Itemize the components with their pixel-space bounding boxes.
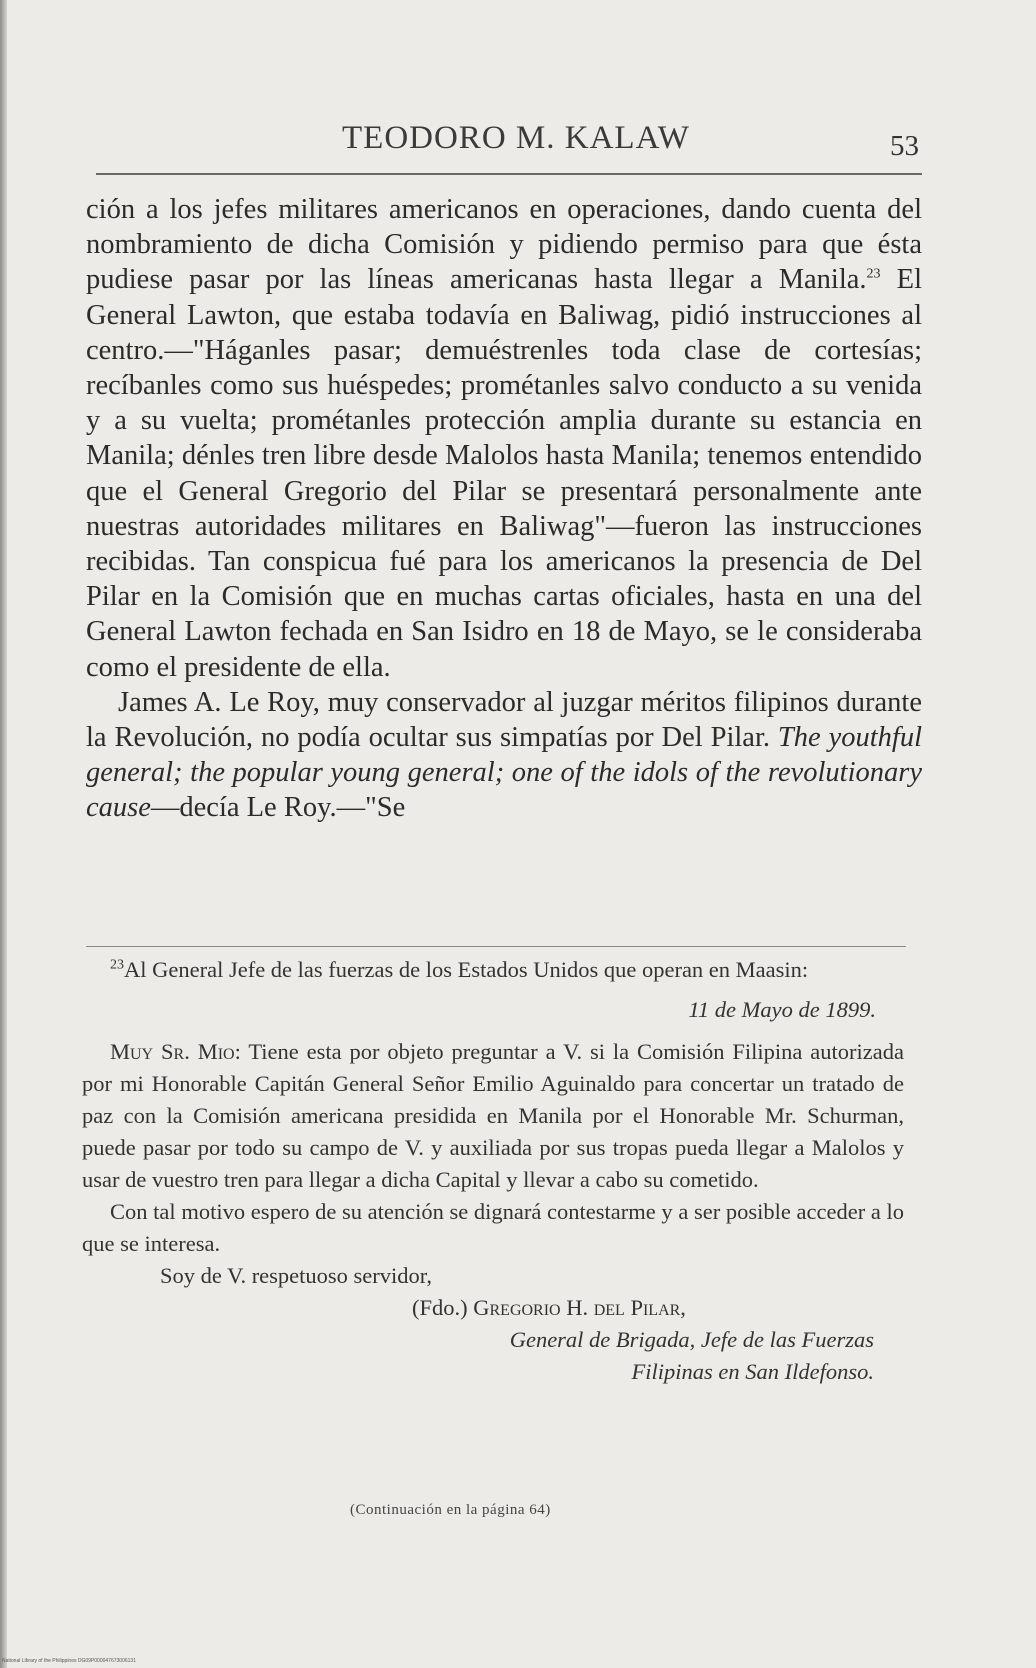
header-rule xyxy=(96,173,922,175)
paragraph-1 xyxy=(86,192,922,685)
signature-prefix: (Fdo.) xyxy=(412,1295,474,1320)
letter-closing: Soy de V. respetuoso servidor, xyxy=(160,1263,432,1288)
footnote-intro xyxy=(82,954,904,986)
continuation-note: (Continuación en la página 64) xyxy=(350,1502,551,1518)
signature-name: Gregorio H. del Pilar, xyxy=(473,1295,686,1320)
paragraph-2-end: —decía Le Roy.—"Se xyxy=(150,792,406,824)
running-head: TEODORO M. KALAW xyxy=(342,120,690,156)
letter-dateline: 11 de Mayo de 1899. xyxy=(688,997,876,1022)
footnote-rule xyxy=(86,946,906,947)
footnote-mark: 23 xyxy=(110,957,124,973)
paragraph-1-continued: El General Lawton, que estaba todavía en Baliwag, pidió instrucciones al centro.—"Háganles pasar; demuéstrenles toda clase de cortesías; recíbanles como sus huéspedes; prométanles salvo conducto a su venida y a su vuelta; prométanles protección amplia durante su estancia en Manila; dénles tren libre desde Malolos hasta Manila; tenemos entendido que el General Gregorio del Pilar se presentará personalmente ante nuestras autoridades militares en Baliwag"—fueron las instrucciones recibidas. Tan conspicua fué para los americanos la presencia de Del Pilar en la Comisión que en muchas cartas oficiales, hasta en una del General Lawton fechada en San Isidro en 18 de Mayo, se le consideraba como el presidente de ella. xyxy=(86,264,922,683)
signature-role-line-1: General de Brigada, Jefe de las Fuerzas xyxy=(509,1327,874,1352)
letter-signature xyxy=(82,1292,904,1324)
letter-salutation: Muy Sr. Mio: xyxy=(110,1039,241,1064)
letter-body-text: Tiene esta por objeto preguntar a V. si la Comisión Filipina autorizada por mi Honorable Capitán General Señor Emilio Aguinaldo para concertar un tratado de paz con la Comisión americana presidida en Manila por el Honorable Mr. Schurman, puede pasar por todo su campo de V. y auxiliada por sus tropas pueda llegar a Malolos y usar de vuestro tren para llegar a dicha Capital y llevar a cabo su cometido. xyxy=(82,1039,904,1192)
scan-edge xyxy=(0,0,7,1668)
signature-role-line-2: Filipinas en San Ildefonso. xyxy=(631,1359,874,1384)
footnote-intro-text: Al General Jefe de las fuerzas de los Estados Unidos que operan en Maasin: xyxy=(124,957,809,982)
letter-paragraph-1 xyxy=(82,1036,904,1196)
paragraph-1-text: ción a los jefes militares americanos en operaciones, dando cuenta del nombramiento de dicha Comisión y pidiendo permiso para que ésta pudiese pasar por las líneas americanas hasta llegar a Manila. xyxy=(86,194,922,296)
paragraph-2 xyxy=(86,685,922,826)
main-text xyxy=(86,192,922,826)
page-header xyxy=(0,116,1036,166)
footnote-block xyxy=(82,954,904,1388)
page-number: 53 xyxy=(890,130,919,162)
paragraph-2-text: James A. Le Roy, muy conservador al juzgar méritos filipinos durante la Revolución, no podía ocultar sus simpatías por Del Pilar. xyxy=(86,686,922,754)
footnote-reference: 23 xyxy=(866,266,881,282)
scan-credit: National Library of the Philippines DG09P000047673006131 xyxy=(2,1658,136,1664)
paragraph-2-quote: The youthful general; the popular young general; one of the idols of the revolutionary cause xyxy=(86,722,923,824)
letter-paragraph-2: Con tal motivo espero de su atención se dignará contestarme y a ser posible acceder a lo que se interesa. xyxy=(82,1199,904,1256)
